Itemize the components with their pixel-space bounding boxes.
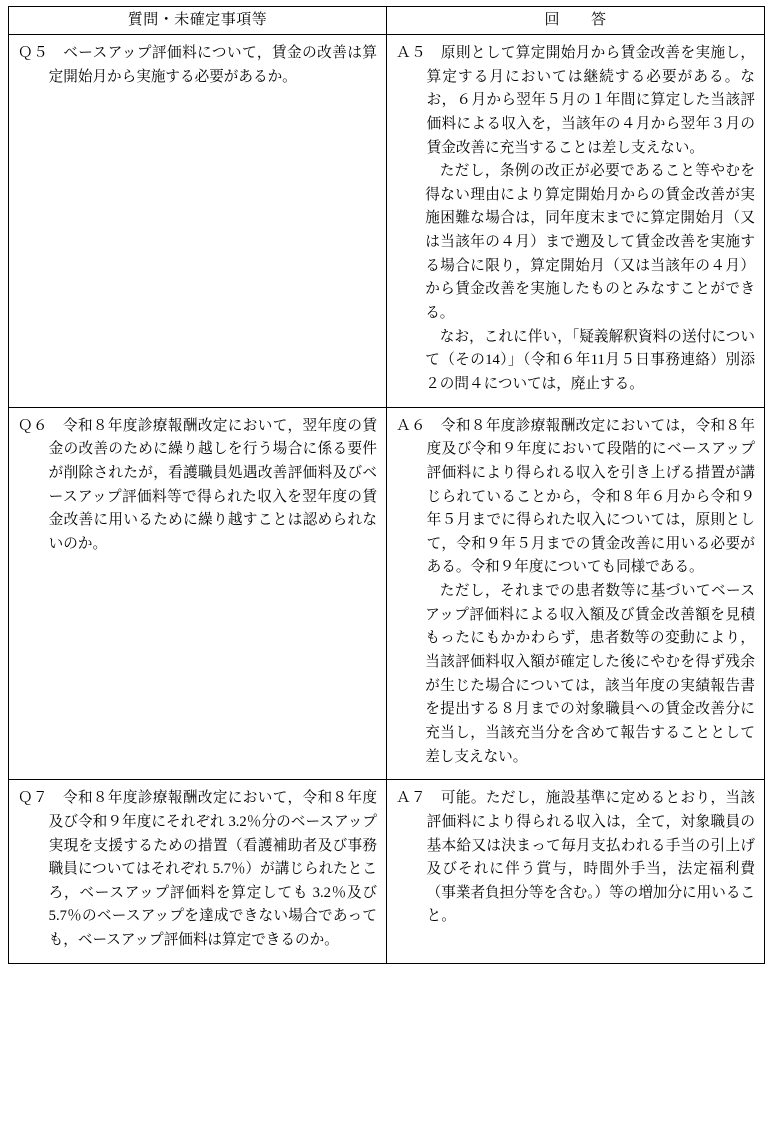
question-cell-q5 — [9, 35, 387, 408]
column-header-answer-label: 回 答 — [544, 12, 607, 28]
answer-text-a7 — [387, 780, 764, 939]
qa-table — [8, 6, 765, 964]
answer-cell-a5 — [387, 35, 765, 408]
answer-paragraph: Ａ５ 原則として算定開始月から賃金改善を実施し，算定する月においては継続する必要がある。なお，６月から翌年５月の１年間に算定した当該評価料による収入を，当該年の４月から翌年３月の賃金改善に充当することは差し支えない。 — [396, 45, 755, 156]
answer-text-a6 — [387, 408, 764, 780]
table-row — [9, 780, 765, 963]
answer-paragraph: なお，これに伴い，「疑義解釈資料の送付について（その14）」（令和６年11月５日事務連絡）別添２の問４については，廃止する。 — [425, 328, 755, 392]
answer-cell-a7 — [387, 780, 765, 963]
table-row — [9, 407, 765, 780]
answer-paragraph: ただし，それまでの患者数等に基づいてベースアップ評価料による収入額及び賃金改善額を見積もったにもかかわらず，患者数等の変動により，当該評価料収入額が確定した後にやむを得ず残余が生じた場合については，該当年度の実績報告書を提出する８月までの対象職員への賃金改善分に充当し，当該充当分を含めて報告することとして差し支えない。 — [425, 583, 755, 765]
question-text-q6 — [9, 408, 386, 567]
column-header-question — [9, 7, 387, 35]
answer-paragraph: Ａ６ 令和８年度診療報酬改定においては，令和８年度及び令和９年度において段階的にベースアップ評価料により得られる収入を引き上げる措置が講じられていることから，令和８年６月から令和９年５月までに得られた収入については，原則として，令和９年５月までの賃金改善に用いる必要がある。令和９年度についても同様である。 — [396, 417, 755, 576]
question-paragraph: Ｑ６ 令和８年度診療報酬改定において，翌年度の賃金の改善のために繰り越しを行う場合に係る要件が削除されたが，看護職員処遇改善評価料及びベースアップ評価料等で得られた収入を翌年度の賃金改善に用いるために繰り越すことは認められないのか。 — [18, 417, 377, 552]
question-cell-q6 — [9, 407, 387, 780]
question-text-q5 — [9, 35, 386, 99]
answer-paragraph: Ａ７ 可能。ただし，施設基準に定めるとおり，当該評価料により得られる収入は，全て，対象職員の基本給又は決まって毎月支払われる手当の引上げ及びそれに伴う賞与，時間外手当，法定福利費（事業者負担分等を含む。）等の増加分に用いること。 — [396, 790, 756, 925]
answer-text-a5 — [387, 35, 764, 407]
column-header-question-label: 質問・未確定事項等 — [127, 12, 268, 28]
table-header-row — [9, 7, 765, 35]
table-row — [9, 35, 765, 408]
answer-cell-a6 — [387, 407, 765, 780]
column-header-answer — [387, 7, 765, 35]
answer-paragraph: ただし，条例の改正が必要であること等やむを得ない理由により算定開始月からの賃金改善が実施困難な場合は，同年度末までに算定開始月（又は当該年の４月）まで遡及して賃金改善を実施する場合に限り，算定開始月（又は当該年の４月）から賃金改善を実施したものとみなすことができる。 — [425, 163, 755, 322]
question-paragraph: Ｑ５ ベースアップ評価料について，賃金の改善は算定開始月から実施する必要があるか。 — [18, 45, 377, 85]
question-cell-q7 — [9, 780, 387, 963]
question-text-q7 — [9, 780, 386, 962]
question-paragraph: Ｑ７ 令和８年度診療報酬改定において，令和８年度及び令和９年度にそれぞれ 3.2％分のベースアップ実現を支援するための措置（看護補助者及び事務職員についてはそれぞれ 5.7％）が講じられたところ，ベースアップ評価料を算定しても 3.2％及び 5.7％のベースアップを達成できない場合であっても，ベースアップ評価料は算定できるのか。 — [18, 790, 377, 949]
